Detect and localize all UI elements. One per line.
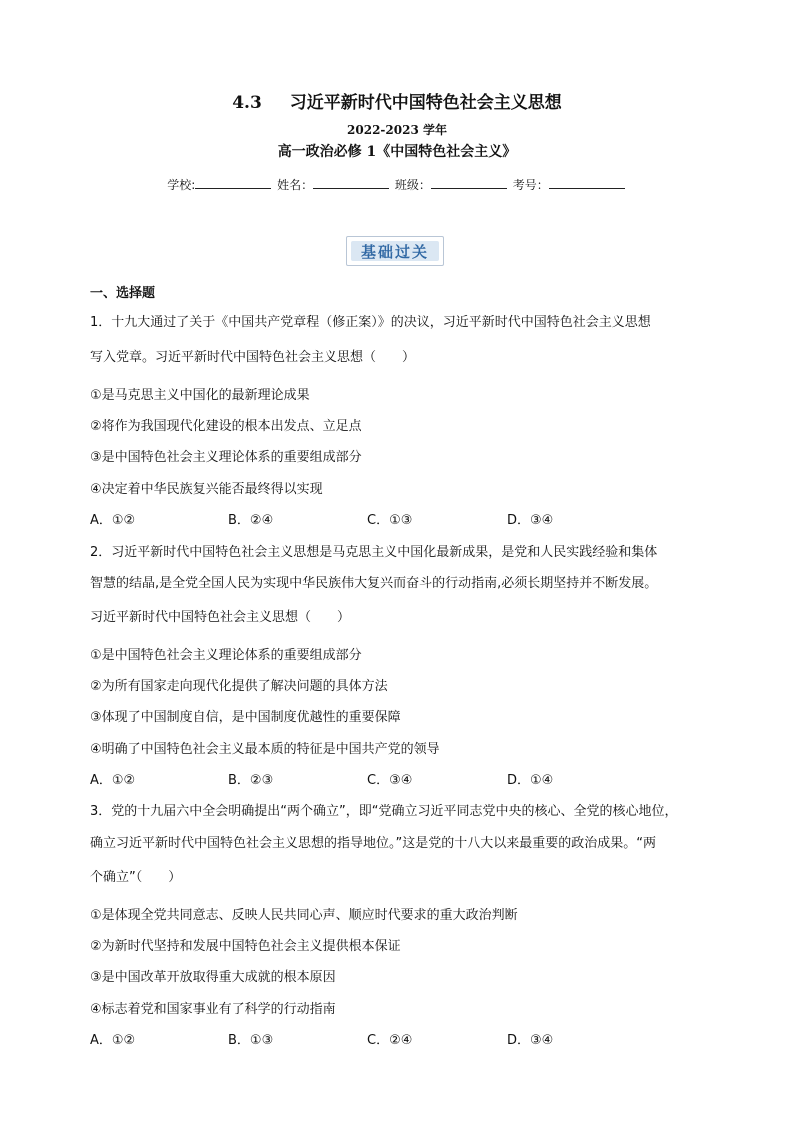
class-blank[interactable] bbox=[431, 176, 507, 189]
q3-option-c[interactable]: C．②④ bbox=[367, 1033, 413, 1048]
q3-statement: ②为新时代坚持和发展中国特色社会主义提供根本保证 bbox=[90, 939, 401, 954]
page-title bbox=[0, 88, 794, 113]
exam-number-label: 考号： bbox=[512, 178, 549, 192]
q2-statement: ③体现了中国制度自信，是中国制度优越性的重要保障 bbox=[90, 710, 401, 725]
q1-statement: ④决定着中华民族复兴能否最终得以实现 bbox=[90, 482, 323, 497]
q2-stem-line: 智慧的结晶,是全党全国人民为实现中华民族伟大复兴而奋斗的行动指南,必须长期坚持并不断发展。 bbox=[90, 576, 658, 591]
q1-stem-line: 写入党章。习近平新时代中国特色社会主义思想（ ） bbox=[90, 350, 416, 365]
q3-option-d[interactable]: D．③④ bbox=[507, 1033, 554, 1048]
course-name: 高一政治必修 1《中国特色社会主义》 bbox=[277, 144, 517, 160]
name-label: 姓名： bbox=[277, 178, 314, 192]
student-info-row bbox=[0, 176, 794, 193]
school-year: 2022-2023 学年 bbox=[347, 123, 447, 137]
q3-stem-line: 个确立”（ ） bbox=[90, 870, 182, 885]
q1-stem-line: 1．十九大通过了关于《中国共产党章程（修正案）》的决议，习近平新时代中国特色社会主义思想 bbox=[90, 315, 651, 330]
school-blank[interactable] bbox=[195, 176, 271, 189]
q2-option-a[interactable]: A．①② bbox=[90, 773, 136, 788]
section-badge bbox=[346, 236, 444, 266]
lesson-title: 习近平新时代中国特色社会主义思想 bbox=[289, 93, 562, 113]
lesson-number: 4.3 bbox=[232, 93, 262, 113]
q2-statement: ②为所有国家走向现代化提供了解决问题的具体方法 bbox=[90, 679, 388, 694]
q1-option-c[interactable]: C．①③ bbox=[367, 513, 413, 528]
q3-option-b[interactable]: B．①③ bbox=[228, 1033, 274, 1048]
q2-stem-line: 2．习近平新时代中国特色社会主义思想是马克思主义中国化最新成果，是党和人民实践经验和集体 bbox=[90, 545, 658, 560]
q2-statement: ①是中国特色社会主义理论体系的重要组成部分 bbox=[90, 648, 362, 663]
q3-statement: ①是体现全党共同意志、反映人民共同心声、顺应时代要求的重大政治判断 bbox=[90, 908, 518, 923]
class-label: 班级： bbox=[394, 178, 431, 192]
section-heading: 一、选择题 bbox=[90, 286, 156, 301]
q1-statement: ①是马克思主义中国化的最新理论成果 bbox=[90, 388, 310, 403]
q3-stem-line: 3．党的十九届六中全会明确提出“两个确立”，即“党确立习近平同志党中央的核心、全党的核心地位， bbox=[90, 804, 678, 819]
name-blank[interactable] bbox=[313, 176, 389, 189]
q2-option-d[interactable]: D．①④ bbox=[507, 773, 554, 788]
school-label: 学校: bbox=[167, 178, 196, 192]
q1-option-a[interactable]: A．①② bbox=[90, 513, 136, 528]
q3-stem-line: 确立习近平新时代中国特色社会主义思想的指导地位。”这是党的十八大以来最重要的政治成果。“两 bbox=[90, 836, 656, 851]
q2-statement: ④明确了中国特色社会主义最本质的特征是中国共产党的领导 bbox=[90, 742, 440, 757]
section-badge-label: 基础过关 bbox=[351, 241, 439, 261]
q2-option-b[interactable]: B．②③ bbox=[228, 773, 274, 788]
q1-statement: ③是中国特色社会主义理论体系的重要组成部分 bbox=[90, 450, 362, 465]
q3-option-a[interactable]: A．①② bbox=[90, 1033, 136, 1048]
q1-option-b[interactable]: B．②④ bbox=[228, 513, 274, 528]
q1-statement: ②将作为我国现代化建设的根本出发点、立足点 bbox=[90, 419, 362, 434]
q3-statement: ③是中国改革开放取得重大成就的根本原因 bbox=[90, 970, 336, 985]
q3-statement: ④标志着党和国家事业有了科学的行动指南 bbox=[90, 1002, 336, 1017]
q2-option-c[interactable]: C．③④ bbox=[367, 773, 413, 788]
q1-option-d[interactable]: D．③④ bbox=[507, 513, 554, 528]
q2-stem-line: 习近平新时代中国特色社会主义思想（ ） bbox=[90, 610, 351, 625]
exam-number-blank[interactable] bbox=[549, 176, 625, 189]
